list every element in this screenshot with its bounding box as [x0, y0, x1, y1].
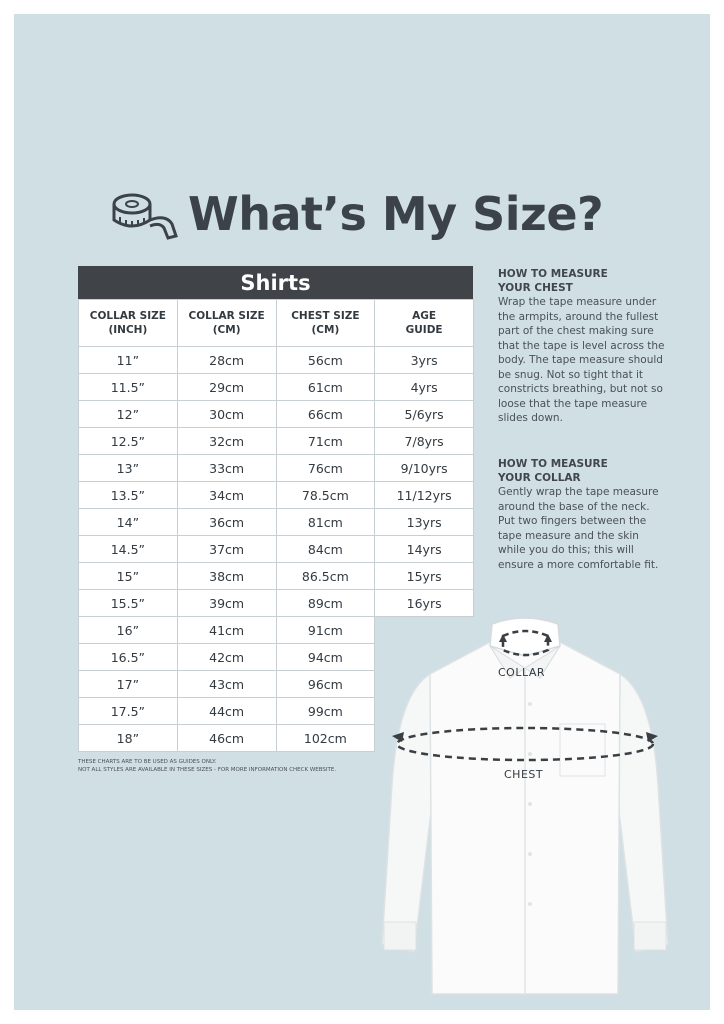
table-cell: 30cm [177, 401, 276, 428]
table-cell: 86.5cm [276, 563, 375, 590]
size-guide-page [14, 14, 710, 1010]
table-cell: 12” [79, 401, 178, 428]
table-cell: 71cm [276, 428, 375, 455]
table-cell: 15yrs [375, 563, 474, 590]
table-row [79, 374, 474, 401]
table-row [79, 347, 474, 374]
table-cell: 11” [79, 347, 178, 374]
table-cell: 16” [79, 617, 178, 644]
table-cell: 14yrs [375, 536, 474, 563]
table-cell: 38cm [177, 563, 276, 590]
tape-measure-icon [110, 186, 180, 242]
page-title: What’s My Size? [188, 187, 604, 241]
table-cell: 91cm [276, 617, 375, 644]
collar-label: COLLAR [498, 666, 546, 679]
table-row [79, 536, 474, 563]
table-cell: 4yrs [375, 374, 474, 401]
chest-label: CHEST [504, 768, 544, 781]
table-cell: 39cm [177, 590, 276, 617]
table-cell: 13.5” [79, 482, 178, 509]
table-cell: 81cm [276, 509, 375, 536]
table-cell: 44cm [177, 698, 276, 725]
chest-guide-heading: HOW TO MEASURE YOUR CHEST [498, 268, 608, 294]
table-cell: 9/10yrs [375, 455, 474, 482]
title-block [110, 186, 603, 242]
table-cell: 78.5cm [276, 482, 375, 509]
column-header: CHEST SIZE (CM) [276, 300, 375, 347]
table-cell: 36cm [177, 509, 276, 536]
table-cell: 12.5” [79, 428, 178, 455]
table-cell: 5/6yrs [375, 401, 474, 428]
table-row [79, 401, 474, 428]
table-row [79, 428, 474, 455]
table-row [79, 455, 474, 482]
table-cell: 34cm [177, 482, 276, 509]
table-row [79, 563, 474, 590]
table-cell: 16.5” [79, 644, 178, 671]
table-cell: 11.5” [79, 374, 178, 401]
collar-guide-body: Gently wrap the tape measure around the base of the neck. Put two fingers between the tape measure and the skin while you do this; this will ensure a more comfortable fit. [498, 486, 659, 571]
table-row [79, 509, 474, 536]
chest-guide [498, 268, 668, 426]
table-cell: 14” [79, 509, 178, 536]
collar-guide [498, 458, 668, 572]
table-cell: 32cm [177, 428, 276, 455]
table-cell: 28cm [177, 347, 276, 374]
table-cell: 13yrs [375, 509, 474, 536]
table-cell: 96cm [276, 671, 375, 698]
table-cell: 33cm [177, 455, 276, 482]
footnote-line-2: NOT ALL STYLES ARE AVAILABLE IN THESE SIZES - FOR MORE INFORMATION CHECK WEBSITE. [78, 767, 337, 773]
table-cell: 94cm [276, 644, 375, 671]
shirt-illustration [370, 604, 680, 1004]
table-cell: 11/12yrs [375, 482, 474, 509]
table-cell: 16yrs [375, 590, 474, 617]
chest-guide-body: Wrap the tape measure under the armpits, around the fullest part of the chest making sure that the tape is level across the body. The tape measure should be snug. Not so tight that it constricts breathing, but not so loose that the tape measure slides down. [498, 296, 665, 424]
table-cell: 102cm [276, 725, 375, 752]
table-cell: 17.5” [79, 698, 178, 725]
shirt-icon [370, 604, 680, 1004]
table-cell: 42cm [177, 644, 276, 671]
table-cell: 15.5” [79, 590, 178, 617]
table-cell: 89cm [276, 590, 375, 617]
table-cell: 37cm [177, 536, 276, 563]
table-cell: 18” [79, 725, 178, 752]
column-header: AGE GUIDE [375, 300, 474, 347]
table-cell: 61cm [276, 374, 375, 401]
footnote [78, 758, 378, 774]
table-cell: 46cm [177, 725, 276, 752]
column-header: COLLAR SIZE (INCH) [79, 300, 178, 347]
collar-guide-heading: HOW TO MEASURE YOUR COLLAR [498, 458, 608, 484]
table-heading: Shirts [78, 266, 473, 299]
table-cell: 17” [79, 671, 178, 698]
table-cell: 13” [79, 455, 178, 482]
table-cell: 56cm [276, 347, 375, 374]
column-header: COLLAR SIZE (CM) [177, 300, 276, 347]
table-cell: 29cm [177, 374, 276, 401]
table-cell: 43cm [177, 671, 276, 698]
table-cell: 41cm [177, 617, 276, 644]
table-cell: 76cm [276, 455, 375, 482]
table-row [79, 482, 474, 509]
table-cell: 66cm [276, 401, 375, 428]
table-cell: 99cm [276, 698, 375, 725]
header-row [79, 300, 474, 347]
table-cell: 14.5” [79, 536, 178, 563]
table-cell: 15” [79, 563, 178, 590]
footnote-line-1: THESE CHARTS ARE TO BE USED AS GUIDES ONLY. [78, 759, 217, 765]
table-cell: 3yrs [375, 347, 474, 374]
table-cell: 7/8yrs [375, 428, 474, 455]
table-cell: 84cm [276, 536, 375, 563]
